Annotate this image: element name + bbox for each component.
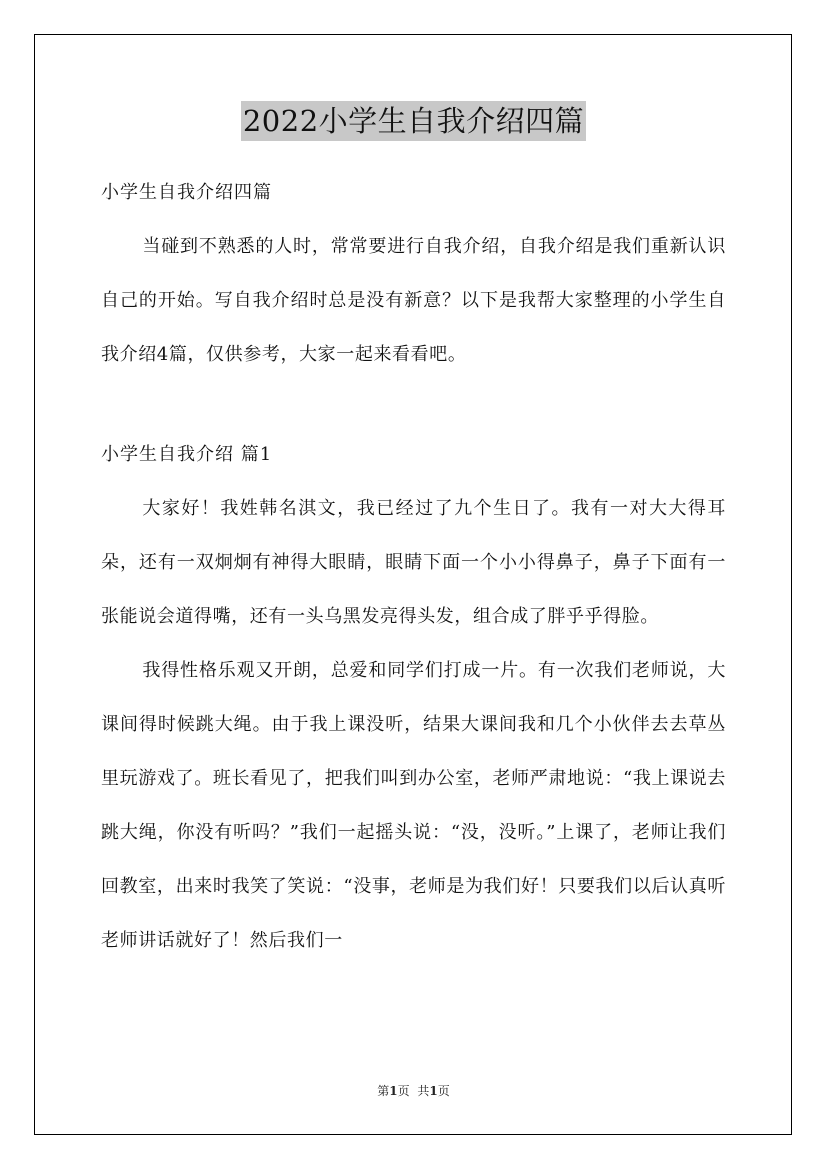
page-footer	[0, 1083, 827, 1099]
spacer	[101, 382, 726, 434]
footer-page-suffix: 页	[397, 1084, 410, 1098]
footer-page-number: 1	[389, 1084, 398, 1098]
section-paragraph: 我得性格乐观又开朗，总爱和同学们打成一片。有一次我们老师说，大课间得时候跳大绳。由于我上课没听，结果大课间我和几个小伙伴去去草丛里玩游戏了。班长看见了，把我们叫到办公室，老师严肃地说：“我上课说去跳大绳，你没有听吗？”我们一起摇头说：“没，没听。”上课了，老师让我们回教室，出来时我笑了笑说：“没事，老师是为我们好！只要我们以后认真听老师讲话就好了！然后我们一	[101, 660, 726, 951]
footer-prefix: 第	[377, 1084, 390, 1098]
intro-paragraph: 当碰到不熟悉的人时，常常要进行自我介绍，自我介绍是我们重新认识自己的开始。写自我介绍时总是没有新意？以下是我帮大家整理的小学生自我介绍4篇，仅供参考，大家一起来看看吧。	[101, 236, 726, 365]
footer-total-prefix: 共	[417, 1084, 430, 1098]
footer-total-suffix: 页	[437, 1084, 450, 1098]
footer-total-pages: 1	[429, 1084, 438, 1098]
section-paragraph: 大家好！我姓韩名淇文，我已经过了九个生日了。我有一对大大得耳朵，还有一双炯炯有神得大眼睛，眼睛下面一个小小得鼻子，鼻子下面有一张能说会道得嘴，还有一头乌黑发亮得头发，组合成了胖乎乎得脸。	[101, 498, 726, 627]
document-subtitle: 小学生自我介绍四篇	[101, 182, 272, 203]
document-body	[101, 172, 726, 968]
document-title-text: 2022小学生自我介绍四篇	[241, 101, 586, 141]
document-title	[0, 101, 827, 141]
section-heading: 小学生自我介绍 篇1	[101, 444, 273, 465]
